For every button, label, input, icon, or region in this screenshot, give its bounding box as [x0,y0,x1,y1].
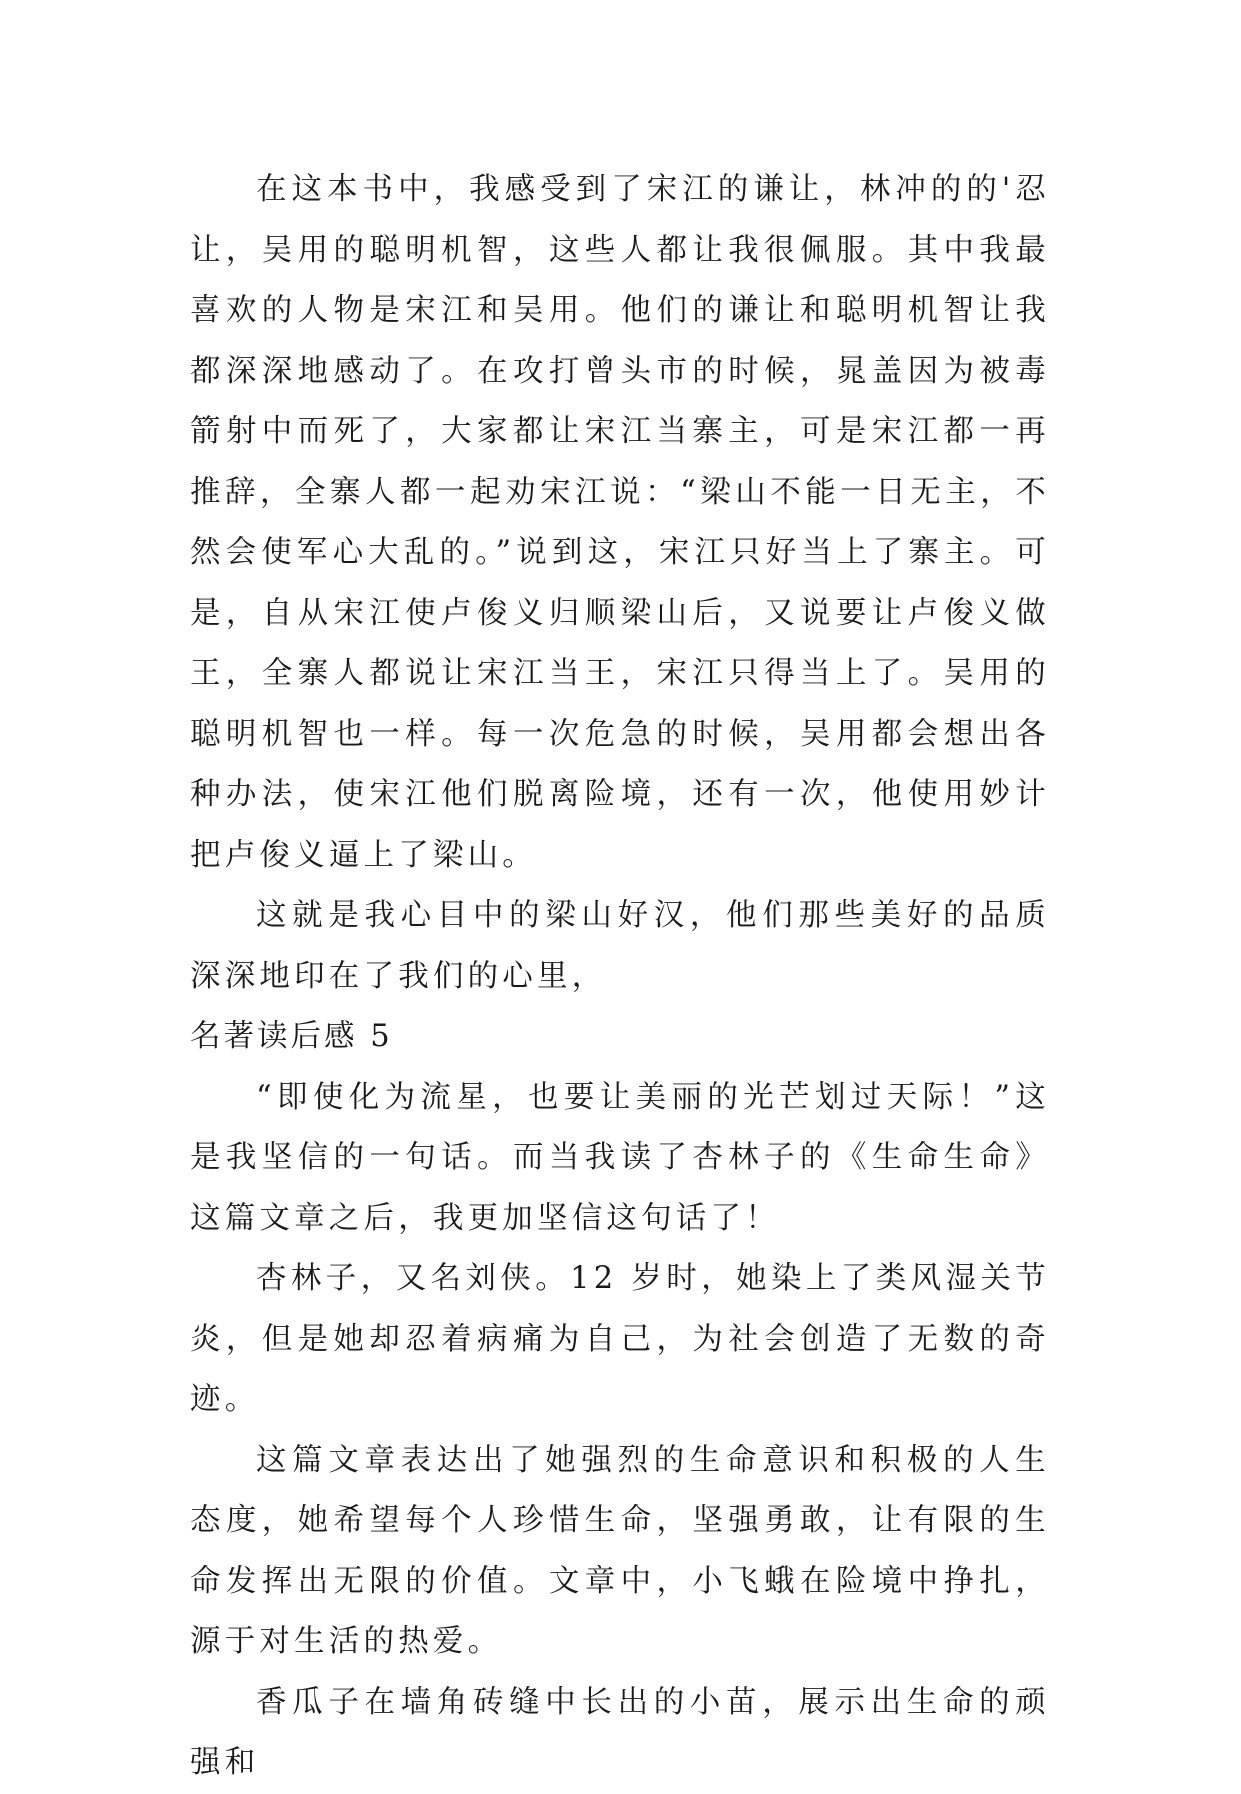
document-body [190,160,1050,1794]
paragraph-xing-linzi: 杏林子，又名刘侠。12 岁时，她染上了类风湿关节炎，但是她却忍着病痛为自己，为社会创造了无数的奇迹。 [190,1261,1050,1417]
paragraph-melon-seed: 香瓜子在墙角砖缝中长出的小苗，展示出生命的顽强和 [190,1684,1050,1780]
paragraph-life-attitude: 这篇文章表达出了她强烈的生命意识和积极的人生态度，她希望每个人珍惜生命，坚强勇敢，让有限的生命发挥出无限的价值。文章中，小飞蛾在险境中挣扎，源于对生活的热爱。 [190,1442,1050,1659]
paragraph-meteor-quote: “即使化为流星，也要让美丽的光芒划过天际！”这是我坚信的一句话。而当我读了杏林子的《生命生命》这篇文章之后，我更加坚信这句话了！ [190,1079,1050,1236]
paragraph-song-jiang-wu-yong: 在这本书中，我感受到了宋江的谦让，林冲的的'忍让，吴用的聪明机智，这些人都让我很佩服。其中我最喜欢的人物是宋江和吴用。他们的谦让和聪明机智让我都深深地感动了。在攻打曾头市的时候，晁盖因为被毒箭射中而死了，大家都让宋江当寨主，可是宋江都一再推辞，全寨人都一起劝宋江说：“梁山不能一日无主，不然会使军心大乱的。”说到这，宋江只好当上了寨主。可是，自从宋江使卢俊义归顺梁山后，又说要让卢俊义做王，全寨人都说让宋江当王，宋江只得当上了。吴用的聪明机智也一样。每一次危急的时候，吴用都会想出各种办法，使宋江他们脱离险境，还有一次，他使用妙计把卢俊义逼上了梁山。 [190,172,1050,873]
paragraph-liangshan-heroes: 这就是我心目中的梁山好汉，他们那些美好的品质深深地印在了我们的心里， [190,898,1050,994]
section-heading: 名著读后感 5 [190,1019,393,1054]
